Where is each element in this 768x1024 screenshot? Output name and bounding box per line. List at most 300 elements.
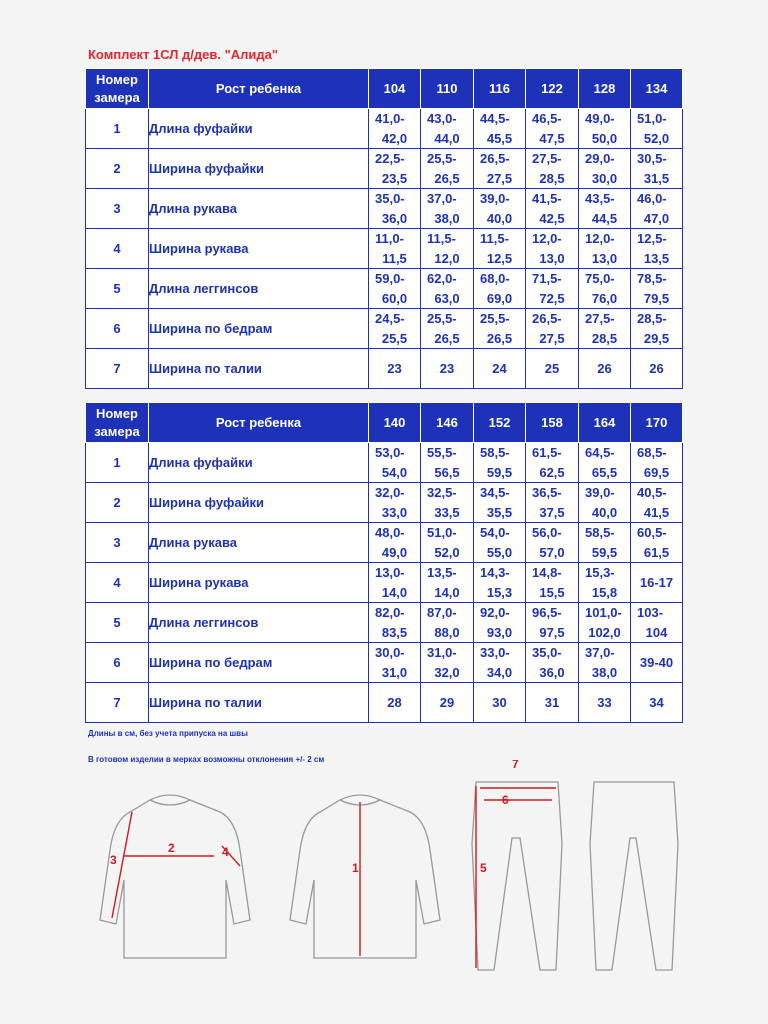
measurement-lines: [112, 786, 556, 968]
measure-number: 7: [86, 683, 149, 723]
measure-name: Ширина по бедрам: [149, 643, 369, 683]
size-value-from: 27,5-: [585, 311, 615, 326]
size-header: 152: [474, 403, 526, 443]
size-value-to: 59,5: [486, 465, 513, 480]
size-value-from: 44,5-: [480, 111, 510, 126]
size-value: [579, 603, 631, 643]
size-value: [421, 189, 474, 229]
size-value-to: 54,0: [381, 465, 408, 480]
size-value: [526, 643, 579, 683]
size-value: [474, 149, 526, 189]
size-value-from: 39,0-: [480, 191, 510, 206]
size-value: [421, 443, 474, 483]
size-value-to: 69,5: [643, 465, 670, 480]
size-value-from: 15,3-: [585, 565, 615, 580]
size-value-from: 64,5-: [585, 445, 615, 460]
size-value-to: 23,5: [381, 171, 408, 186]
size-value: [474, 563, 526, 603]
size-value: [631, 149, 683, 189]
size-value: [369, 269, 421, 309]
size-value: [526, 443, 579, 483]
table-row: [86, 603, 683, 643]
size-value: [579, 443, 631, 483]
size-value-to: 34,0: [486, 665, 513, 680]
size-value-to: 57,0: [539, 545, 565, 560]
size-value: [631, 523, 683, 563]
table-row: [86, 483, 683, 523]
size-value: [421, 309, 474, 349]
size-value: [369, 109, 421, 149]
size-value-from: 48,0-: [375, 525, 405, 540]
size-value-from: 46,0-: [637, 191, 667, 206]
size-value: [526, 189, 579, 229]
size-value: [579, 309, 631, 349]
size-value-from: 26,5-: [480, 151, 510, 166]
size-value-from: 75,0-: [585, 271, 615, 286]
size-value-to: 13,5: [643, 251, 670, 266]
size-value-to: 12,5: [486, 251, 513, 266]
size-value: [421, 523, 474, 563]
table-row: [86, 443, 683, 483]
size-value: [369, 483, 421, 523]
product-title: Комплект 1СЛ д/дев. "Алида": [88, 47, 279, 62]
size-value-from: 32,0-: [375, 485, 405, 500]
size-value: 23: [369, 349, 421, 389]
table-row: [86, 563, 683, 603]
size-table-2: [85, 402, 683, 723]
size-value-to: 47,0: [643, 211, 670, 226]
size-value-to: 60,0: [381, 291, 408, 306]
size-value: [369, 189, 421, 229]
size-value-from: 68,0-: [480, 271, 510, 286]
marker-5: 5: [480, 861, 487, 875]
size-value-to: 15,8: [591, 585, 618, 600]
size-value: [579, 229, 631, 269]
measure-name: Ширина рукава: [149, 229, 369, 269]
size-value-from: 29,0-: [585, 151, 615, 166]
header-measure-number: Номер замера: [86, 403, 149, 443]
table-row: [86, 189, 683, 229]
measure-number: 2: [86, 483, 149, 523]
size-value: [631, 269, 683, 309]
size-value-to: 36,0: [539, 665, 565, 680]
size-value: [421, 603, 474, 643]
table-row: [86, 349, 683, 389]
size-value-to: 97,5: [539, 625, 565, 640]
size-value-to: 13,0: [539, 251, 565, 266]
size-value-from: 96,5-: [532, 605, 562, 620]
size-value: 39-40: [631, 643, 683, 683]
size-value-to: 88,0: [434, 625, 460, 640]
size-value-to: 26,5: [486, 331, 513, 346]
size-header: 116: [474, 69, 526, 109]
size-header: 134: [631, 69, 683, 109]
size-value-from: 12,0-: [585, 231, 615, 246]
size-value: [579, 643, 631, 683]
size-value-to: 52,0: [434, 545, 460, 560]
size-value-to: 28,5: [591, 331, 618, 346]
size-value: [369, 523, 421, 563]
measure-name: Ширина по талии: [149, 349, 369, 389]
size-value-to: 56,5: [434, 465, 460, 480]
size-value-to: 14,0: [381, 585, 408, 600]
size-value: [579, 269, 631, 309]
size-value-to: 61,5: [643, 545, 670, 560]
measure-name: Длина рукава: [149, 189, 369, 229]
marker-2: 2: [168, 841, 175, 855]
measure-name: Ширина по талии: [149, 683, 369, 723]
size-value-from: 37,0-: [585, 645, 615, 660]
size-value-to: 26,5: [434, 171, 460, 186]
size-value: 31: [526, 683, 579, 723]
size-value-from: 30,5-: [637, 151, 667, 166]
size-value-to: 30,0: [591, 171, 618, 186]
size-value: [631, 483, 683, 523]
size-value-to: 50,0: [591, 131, 618, 146]
size-value-from: 55,5-: [427, 445, 457, 460]
size-value-from: 36,5-: [532, 485, 562, 500]
size-value-from: 43,5-: [585, 191, 615, 206]
size-value-to: 63,0: [434, 291, 460, 306]
size-value: [526, 603, 579, 643]
measure-number: 5: [86, 269, 149, 309]
measure-name: Ширина фуфайки: [149, 483, 369, 523]
size-value: [579, 189, 631, 229]
size-value-from: 68,5-: [637, 445, 667, 460]
size-value-from: 51,0-: [427, 525, 457, 540]
size-value: [369, 563, 421, 603]
size-value-from: 12,5-: [637, 231, 667, 246]
size-value: [631, 603, 683, 643]
size-value-to: 37,5: [539, 505, 565, 520]
marker-6: 6: [502, 793, 509, 807]
size-value-to: 55,0: [486, 545, 513, 560]
measure-name: Длина леггинсов: [149, 269, 369, 309]
size-value: [474, 603, 526, 643]
size-value-from: 14,3-: [480, 565, 510, 580]
measure-number: 1: [86, 109, 149, 149]
size-value: 25: [526, 349, 579, 389]
size-value-from: 82,0-: [375, 605, 405, 620]
size-value-from: 30,0-: [375, 645, 405, 660]
size-value-from: 26,5-: [532, 311, 562, 326]
size-value: 33: [579, 683, 631, 723]
size-value: [369, 229, 421, 269]
size-value-from: 41,0-: [375, 111, 405, 126]
size-value-to: 31,0: [381, 665, 408, 680]
leggings-front-drawing: [472, 782, 562, 970]
size-value-to: 76,0: [591, 291, 618, 306]
size-value-from: 43,0-: [427, 111, 457, 126]
size-value: 23: [421, 349, 474, 389]
size-value-from: 25,5-: [427, 151, 457, 166]
measure-number: 4: [86, 563, 149, 603]
size-value-from: 78,5-: [637, 271, 667, 286]
note-tolerance: В готовом изделии в мерках возможны отклонения +/- 2 см: [88, 755, 325, 764]
table-row: [86, 109, 683, 149]
size-value-to: 44,0: [434, 131, 460, 146]
size-value-to: 15,5: [539, 585, 565, 600]
size-value-to: 41,5: [643, 505, 670, 520]
table-row: [86, 149, 683, 189]
size-value-to: 65,5: [591, 465, 618, 480]
size-value-from: 61,5-: [532, 445, 562, 460]
size-value-from: 28,5-: [637, 311, 667, 326]
size-value: [421, 483, 474, 523]
header-child-height: Рост ребенка: [149, 403, 369, 443]
header-measure-number: Номер замера: [86, 69, 149, 109]
size-value: [631, 109, 683, 149]
size-value: [369, 309, 421, 349]
size-value: [474, 443, 526, 483]
size-value-to: 104: [645, 625, 668, 640]
size-value: 28: [369, 683, 421, 723]
size-value: [631, 443, 683, 483]
size-value-from: 22,5-: [375, 151, 405, 166]
size-value-from: 31,0-: [427, 645, 457, 660]
sweater-back-drawing: [290, 795, 440, 958]
size-header: 140: [369, 403, 421, 443]
size-value: 24: [474, 349, 526, 389]
size-value-from: 53,0-: [375, 445, 405, 460]
sweater-front-drawing: [100, 795, 250, 958]
size-value: [579, 563, 631, 603]
size-value-from: 13,5-: [427, 565, 457, 580]
size-table-1: [85, 68, 683, 389]
size-value: [526, 483, 579, 523]
measure-name: Ширина по бедрам: [149, 309, 369, 349]
size-value-from: 60,5-: [637, 525, 667, 540]
size-value-to: 27,5: [486, 171, 513, 186]
size-value: [369, 443, 421, 483]
size-value-to: 69,0: [486, 291, 513, 306]
measure-name: Длина леггинсов: [149, 603, 369, 643]
measure-number: 1: [86, 443, 149, 483]
measure-name: Длина рукава: [149, 523, 369, 563]
size-value-to: 72,5: [539, 291, 565, 306]
size-value-from: 12,0-: [532, 231, 562, 246]
measure-number: 7: [86, 349, 149, 389]
header-child-height: Рост ребенка: [149, 69, 369, 109]
note-units: Длины в см, без учета припуска на швы: [88, 729, 248, 738]
table-row: [86, 309, 683, 349]
measure-number: 3: [86, 189, 149, 229]
size-value: 29: [421, 683, 474, 723]
marker-3: 3: [110, 853, 117, 867]
size-value-from: 49,0-: [585, 111, 615, 126]
measure-number: 6: [86, 309, 149, 349]
size-value-from: 92,0-: [480, 605, 510, 620]
size-value-to: 26,5: [434, 331, 460, 346]
size-value: [474, 643, 526, 683]
size-value: [474, 189, 526, 229]
size-value: 30: [474, 683, 526, 723]
size-value: [474, 109, 526, 149]
size-value-to: 44,5: [591, 211, 618, 226]
size-value: [526, 149, 579, 189]
size-value: [369, 149, 421, 189]
size-value-to: 11,5: [382, 251, 407, 266]
size-value: [526, 523, 579, 563]
size-value-from: 25,5-: [427, 311, 457, 326]
size-value: 34: [631, 683, 683, 723]
size-value-from: 39,0-: [585, 485, 615, 500]
size-value-from: 62,0-: [427, 271, 457, 286]
measure-number: 3: [86, 523, 149, 563]
table-row: [86, 643, 683, 683]
size-value-from: 34,5-: [480, 485, 510, 500]
size-value: [526, 109, 579, 149]
size-value: [579, 483, 631, 523]
size-value-from: 56,0-: [532, 525, 562, 540]
size-value-from: 33,0-: [480, 645, 510, 660]
size-value-from: 46,5-: [532, 111, 562, 126]
measure-number: 5: [86, 603, 149, 643]
size-value: [526, 269, 579, 309]
size-header: 128: [579, 69, 631, 109]
size-header: 164: [579, 403, 631, 443]
size-value-to: 36,0: [381, 211, 408, 226]
measure-name: Длина фуфайки: [149, 109, 369, 149]
size-value-from: 40,5-: [637, 485, 667, 500]
size-value: [631, 189, 683, 229]
table-row: [86, 229, 683, 269]
size-value: [579, 523, 631, 563]
size-value-from: 87,0-: [427, 605, 457, 620]
size-value-to: 32,0: [434, 665, 460, 680]
size-value-to: 31,5: [643, 171, 670, 186]
size-value-from: 41,5-: [532, 191, 562, 206]
table-row: [86, 683, 683, 723]
size-value-to: 52,0: [643, 131, 670, 146]
measure-name: Ширина фуфайки: [149, 149, 369, 189]
size-value: [369, 643, 421, 683]
size-value-to: 62,5: [539, 465, 565, 480]
size-value-to: 35,5: [486, 505, 513, 520]
size-value: [421, 149, 474, 189]
size-value-from: 35,0-: [532, 645, 562, 660]
garment-diagrams: [0, 760, 768, 1024]
size-value-to: 15,3: [486, 585, 513, 600]
size-value-to: 59,5: [591, 545, 618, 560]
size-value-to: 42,0: [381, 131, 408, 146]
size-value-from: 51,0-: [637, 111, 667, 126]
marker-1: 1: [352, 861, 359, 875]
size-value-to: 40,0: [591, 505, 618, 520]
size-value-from: 11,0-: [375, 231, 404, 246]
size-value: [421, 109, 474, 149]
size-value: [474, 309, 526, 349]
size-value-from: 71,5-: [532, 271, 562, 286]
size-value-to: 42,5: [539, 211, 565, 226]
marker-7: 7: [512, 760, 519, 771]
size-value: [526, 309, 579, 349]
size-value: [421, 269, 474, 309]
size-value-from: 14,8-: [532, 565, 562, 580]
size-value-from: 32,5-: [427, 485, 457, 500]
size-header: 122: [526, 69, 579, 109]
size-value-to: 25,5: [381, 331, 408, 346]
size-header: 146: [421, 403, 474, 443]
size-value-from: 35,0-: [375, 191, 405, 206]
size-value-to: 27,5: [539, 331, 565, 346]
size-value-to: 28,5: [539, 171, 565, 186]
size-value: [421, 563, 474, 603]
size-value-to: 38,0: [591, 665, 618, 680]
size-value-from: 37,0-: [427, 191, 457, 206]
size-value: [579, 109, 631, 149]
size-value: [421, 229, 474, 269]
measure-name: Длина фуфайки: [149, 443, 369, 483]
size-value-from: 103-: [637, 605, 664, 620]
size-value-from: 58,5-: [480, 445, 510, 460]
size-value: [631, 309, 683, 349]
marker-4: 4: [222, 845, 229, 859]
measure-number: 4: [86, 229, 149, 269]
size-value-from: 11,5-: [427, 231, 456, 246]
size-value-to: 93,0: [486, 625, 513, 640]
size-value: 26: [579, 349, 631, 389]
size-value-to: 13,0: [591, 251, 618, 266]
size-value: [474, 483, 526, 523]
table-row: [86, 523, 683, 563]
size-value-to: 33,0: [381, 505, 408, 520]
size-header: 158: [526, 403, 579, 443]
size-value-from: 24,5-: [375, 311, 405, 326]
size-header: 170: [631, 403, 683, 443]
size-value-from: 101,0-: [585, 605, 622, 620]
size-value-to: 83,5: [381, 625, 408, 640]
size-value-from: 25,5-: [480, 311, 510, 326]
size-header: 104: [369, 69, 421, 109]
size-value: [421, 643, 474, 683]
size-value: 26: [631, 349, 683, 389]
measure-number: 6: [86, 643, 149, 683]
size-value-from: 11,5-: [480, 231, 509, 246]
size-value: [526, 563, 579, 603]
size-header: 110: [421, 69, 474, 109]
size-value: [474, 269, 526, 309]
size-value-to: 47,5: [539, 131, 565, 146]
size-value-to: 79,5: [643, 291, 670, 306]
size-value-from: 13,0-: [375, 565, 405, 580]
size-value: [369, 603, 421, 643]
size-value-from: 27,5-: [532, 151, 562, 166]
measure-name: Ширина рукава: [149, 563, 369, 603]
size-value-to: 40,0: [486, 211, 513, 226]
size-value-to: 102,0: [588, 625, 621, 640]
leggings-back-drawing: [590, 782, 678, 970]
size-value: [474, 229, 526, 269]
size-value-to: 49,0: [381, 545, 408, 560]
size-value: [526, 229, 579, 269]
size-value-to: 33,5: [434, 505, 460, 520]
size-value-to: 38,0: [434, 211, 460, 226]
size-value-from: 59,0-: [375, 271, 405, 286]
size-value-to: 45,5: [486, 131, 513, 146]
size-value: 16-17: [631, 563, 683, 603]
size-value: [474, 523, 526, 563]
size-value: [579, 149, 631, 189]
size-value-to: 29,5: [643, 331, 670, 346]
size-value-to: 12,0: [434, 251, 460, 266]
table-row: [86, 269, 683, 309]
size-value-to: 14,0: [434, 585, 460, 600]
size-value: [631, 229, 683, 269]
size-value-from: 54,0-: [480, 525, 510, 540]
size-value-from: 58,5-: [585, 525, 615, 540]
measure-number: 2: [86, 149, 149, 189]
